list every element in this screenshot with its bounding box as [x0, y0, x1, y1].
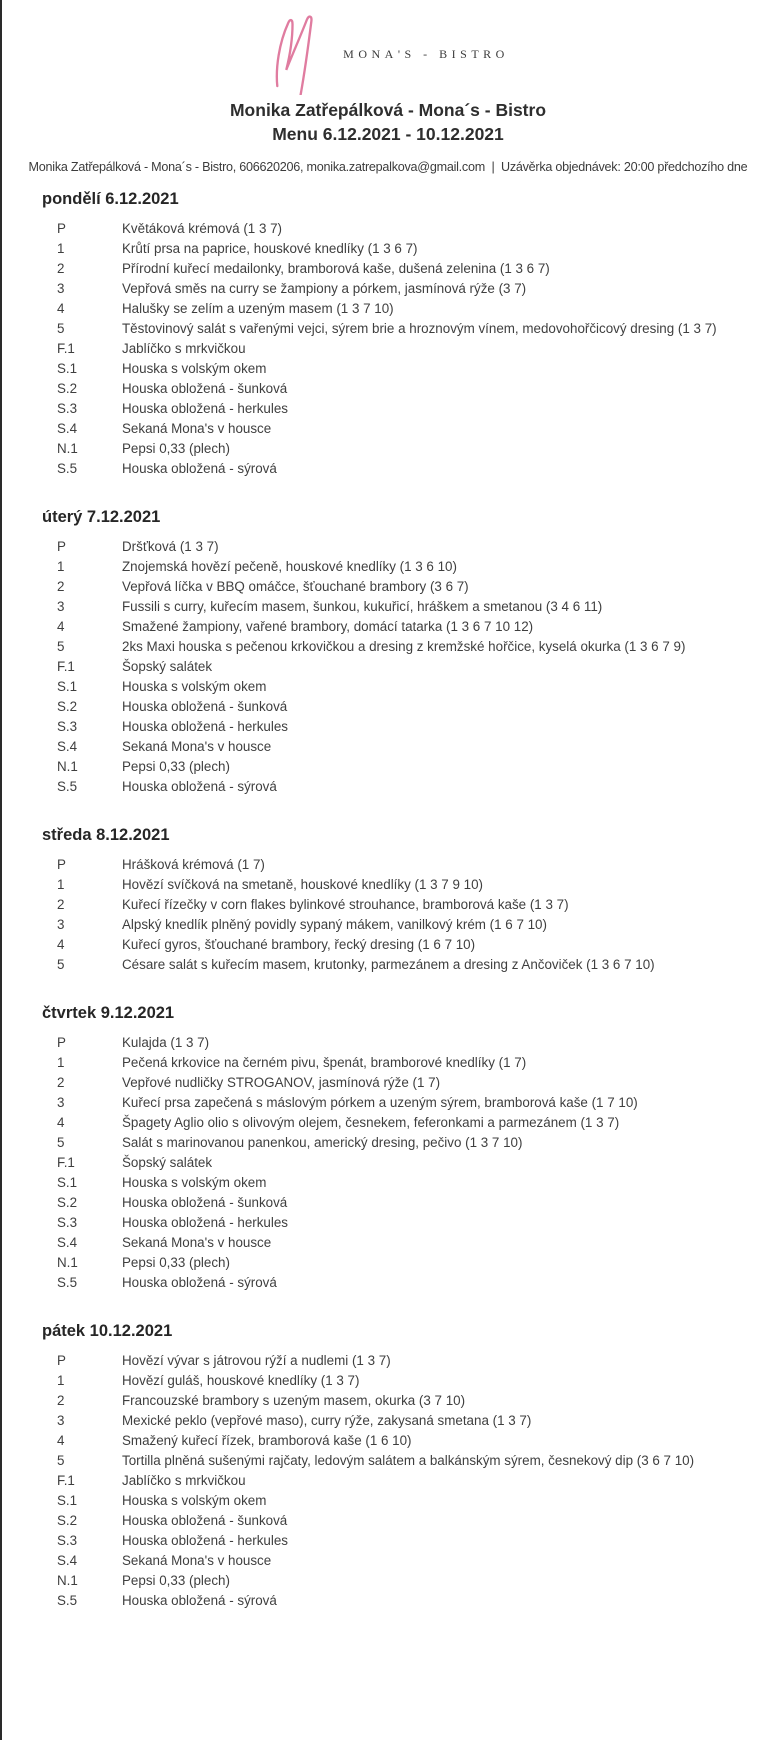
menu-item-code: S.5 [57, 1593, 78, 1608]
menu-item-row [42, 439, 774, 459]
menu-item-row [42, 717, 774, 737]
menu-item-name: Sekaná Mona's v housce [122, 739, 272, 754]
menu-item-code: 4 [57, 937, 65, 952]
menu-item-row [42, 1411, 774, 1431]
menu-item-name: Pepsi 0,33 (plech) [122, 441, 230, 456]
menu-item-name: Smažené žampiony, vařené brambory, domácí tatarka (1 3 6 7 10 12) [122, 619, 534, 634]
menu-item-code: F.1 [57, 1473, 75, 1488]
menu-item-code: P [57, 1035, 66, 1050]
menu-item-code: 5 [57, 639, 65, 654]
menu-item-row [42, 617, 774, 637]
menu-item-code: 1 [57, 877, 65, 892]
menu-item-name: Césare salát s kuřecím masem, krutonky, parmezánem a dresing z Ančoviček (1 3 6 7 10) [122, 957, 655, 972]
menu-item-code: F.1 [57, 659, 75, 674]
menu-item-code: S.1 [57, 361, 78, 376]
menu-page [2, 0, 774, 1611]
menu-item-name: Mexické peklo (vepřové maso), curry rýže, zakysaná smetana (1 3 7) [122, 1413, 532, 1428]
menu-item-row [42, 339, 774, 359]
menu-item-name: Houska obložená - herkules [122, 401, 288, 416]
menu-item-row [42, 757, 774, 777]
menu-item-name: Houska obložená - sýrová [122, 461, 277, 476]
contact-line: Monika Zatřepálková - Mona´s - Bistro, 606620206, monika.zatrepalkova@gmail.com | Uzávěrka objednávek: 20:00 předchozího dne [28, 160, 748, 174]
menu-item-name: Houska obložená - herkules [122, 719, 288, 734]
menu-item-row [42, 657, 774, 677]
menu-item-row [42, 1113, 774, 1133]
menu-item-code: 4 [57, 1115, 65, 1130]
menu-item-row [42, 537, 774, 557]
menu-item-row [42, 1053, 774, 1073]
menu-item-name: Houska obložená - šunková [122, 381, 288, 396]
menu-item-name: Houska obložená - herkules [122, 1215, 288, 1230]
day-rows [42, 219, 774, 479]
menu-item-code: 5 [57, 321, 65, 336]
menu-item-code: S.2 [57, 699, 78, 714]
menu-item-code: 3 [57, 281, 65, 296]
day-section [42, 1003, 774, 1293]
menu-item-code: 1 [57, 1373, 65, 1388]
menu-item-row [42, 1273, 774, 1293]
menu-item-name: Fussili s curry, kuřecím masem, šunkou, kukuřicí, hráškem a smetanou (3 4 6 11) [122, 599, 603, 614]
menu-item-name: Houska obložená - šunková [122, 699, 288, 714]
menu-item-code: S.1 [57, 1175, 78, 1190]
logo [2, 0, 774, 96]
menu-item-code: 5 [57, 1135, 65, 1150]
menu-date-range: Menu 6.12.2021 - 10.12.2021 [272, 124, 504, 144]
menu-item-code: 4 [57, 1433, 65, 1448]
menu-item-code: 3 [57, 599, 65, 614]
menu-item-name: Houska obložená - šunková [122, 1195, 288, 1210]
day-section [42, 1321, 774, 1611]
menu-item-name: Pepsi 0,33 (plech) [122, 1255, 230, 1270]
menu-item-name: Špagety Aglio olio s olivovým olejem, česnekem, feferonkami a parmezánem (1 3 7) [122, 1115, 620, 1130]
menu-item-row [42, 935, 774, 955]
menu-item-code: F.1 [57, 341, 75, 356]
day-title: pondělí 6.12.2021 [42, 190, 179, 208]
menu-item-name: Houska obložená - sýrová [122, 779, 277, 794]
menu-item-row [42, 359, 774, 379]
menu-item-name: Houska obložená - sýrová [122, 1593, 277, 1608]
menu-item-name: Hrášková krémová (1 7) [122, 857, 265, 872]
menu-item-name: Francouzské brambory s uzeným masem, okurka (3 7 10) [122, 1393, 466, 1408]
menu-item-row [42, 1173, 774, 1193]
menu-item-row [42, 895, 774, 915]
menu-item-name: Kulajda (1 3 7) [122, 1035, 210, 1050]
menu-item-row [42, 1073, 774, 1093]
menu-item-code: 3 [57, 1413, 65, 1428]
menu-item-name: Květáková krémová (1 3 7) [122, 221, 283, 236]
day-section [42, 189, 774, 479]
menu-item-name: Vepřové nudličky STROGANOV, jasmínová rýže (1 7) [122, 1075, 441, 1090]
menu-item-name: Hovězí vývar s játrovou rýží a nudlemi (1 3 7) [122, 1353, 391, 1368]
menu-item-row [42, 459, 774, 479]
menu-item-code: S.3 [57, 1533, 78, 1548]
menu-days [2, 189, 774, 1611]
title-block [2, 98, 774, 146]
menu-item-row [42, 299, 774, 319]
menu-item-code: S.2 [57, 381, 78, 396]
menu-item-code: S.4 [57, 1553, 78, 1568]
menu-item-name: Hovězí guláš, houskové knedlíky (1 3 7) [122, 1373, 360, 1388]
menu-item-code: S.2 [57, 1195, 78, 1210]
menu-item-row [42, 1093, 774, 1113]
menu-item-row [42, 379, 774, 399]
menu-item-row [42, 1233, 774, 1253]
menu-item-row [42, 1133, 774, 1153]
menu-item-code: N.1 [57, 1255, 78, 1270]
menu-item-code: S.4 [57, 739, 78, 754]
menu-item-code: N.1 [57, 1573, 78, 1588]
menu-item-code: N.1 [57, 441, 78, 456]
brand-text: MONA'S - BISTRO [343, 46, 509, 61]
menu-item-name: Vepřová směs na curry se žampiony a pórkem, jasmínová rýže (3 7) [122, 281, 527, 296]
menu-item-code: S.5 [57, 779, 78, 794]
menu-item-name: Houska obložená - sýrová [122, 1275, 277, 1290]
menu-item-row [42, 279, 774, 299]
menu-item-row [42, 1471, 774, 1491]
menu-item-name: Houska obložená - herkules [122, 1533, 288, 1548]
menu-item-name: Těstovinový salát s vařenými vejci, sýrem brie a hroznovým vínem, medovohořčicový dresing (1 3 7) [122, 321, 717, 336]
menu-item-name: Salát s marinovanou panenkou, americký dresing, pečivo (1 3 7 10) [122, 1135, 523, 1150]
menu-item-row [42, 1253, 774, 1273]
menu-item-row [42, 319, 774, 339]
menu-item-name: Pepsi 0,33 (plech) [122, 759, 230, 774]
menu-item-code: S.5 [57, 1275, 78, 1290]
menu-item-code: 4 [57, 301, 65, 316]
day-section [42, 825, 774, 975]
menu-item-name: Houska s volským okem [122, 1175, 267, 1190]
monas-monogram-icon [267, 9, 327, 95]
menu-item-code: S.3 [57, 719, 78, 734]
day-rows [42, 1033, 774, 1293]
menu-item-row [42, 577, 774, 597]
day-rows [42, 1351, 774, 1611]
menu-item-code: P [57, 221, 66, 236]
menu-item-code: P [57, 539, 66, 554]
menu-item-code: P [57, 1353, 66, 1368]
menu-item-name: Pečená krkovice na černém pivu, špenát, bramborové knedlíky (1 7) [122, 1055, 527, 1070]
menu-item-name: Vepřová líčka v BBQ omáčce, šťouchané brambory (3 6 7) [122, 579, 469, 594]
menu-item-code: 2 [57, 261, 65, 276]
menu-item-code: S.2 [57, 1513, 78, 1528]
menu-item-name: Houska s volským okem [122, 1493, 267, 1508]
menu-item-name: Tortilla plněná sušenými rajčaty, ledovým salátem a balkánským sýrem, česnekový dip (3 6 7 10) [122, 1453, 695, 1468]
menu-item-code: 1 [57, 559, 65, 574]
menu-item-row [42, 855, 774, 875]
menu-item-row [42, 1431, 774, 1451]
menu-item-code: 3 [57, 917, 65, 932]
day-title: středa 8.12.2021 [42, 826, 170, 844]
menu-item-name: Sekaná Mona's v housce [122, 1235, 272, 1250]
menu-item-code: P [57, 857, 66, 872]
day-rows [42, 855, 774, 975]
menu-item-name: Krůtí prsa na paprice, houskové knedlíky (1 3 6 7) [122, 241, 418, 256]
menu-item-row [42, 597, 774, 617]
menu-item-row [42, 875, 774, 895]
menu-item-code: 1 [57, 241, 65, 256]
menu-item-row [42, 1491, 774, 1511]
page-title: Monika Zatřepálková - Mona´s - Bistro [229, 100, 547, 120]
menu-item-name: 2ks Maxi houska s pečenou krkovičkou a dresing z kremžské hořčice, kyselá okurka (1 3 6 7 9) [122, 639, 686, 654]
menu-item-row [42, 915, 774, 935]
menu-item-name: Houska s volským okem [122, 361, 267, 376]
menu-item-name: Dršťková (1 3 7) [122, 539, 219, 554]
menu-item-row [42, 399, 774, 419]
menu-item-code: S.3 [57, 1215, 78, 1230]
menu-item-row [42, 1213, 774, 1233]
menu-item-row [42, 1371, 774, 1391]
menu-item-name: Znojemská hovězí pečeně, houskové knedlíky (1 3 6 10) [122, 559, 457, 574]
menu-item-row [42, 239, 774, 259]
menu-item-name: Alpský knedlík plněný povidly sypaný mákem, vanilkový krém (1 6 7 10) [122, 917, 547, 932]
menu-item-row [42, 777, 774, 797]
menu-item-row [42, 1551, 774, 1571]
menu-item-row [42, 1451, 774, 1471]
menu-item-name: Halušky se zelím a uzeným masem (1 3 7 10) [122, 301, 394, 316]
menu-item-code: S.4 [57, 1235, 78, 1250]
menu-item-name: Smažený kuřecí řízek, bramborová kaše (1 6 10) [122, 1433, 412, 1448]
menu-item-name: Jablíčko s mrkvičkou [122, 1473, 246, 1488]
menu-item-name: Kuřecí gyros, šťouchané brambory, řecký dresing (1 6 7 10) [122, 937, 476, 952]
menu-item-name: Sekaná Mona's v housce [122, 1553, 272, 1568]
menu-item-code: 2 [57, 897, 65, 912]
menu-item-code: S.1 [57, 679, 78, 694]
menu-item-name: Kuřecí prsa zapečená s máslovým pórkem a uzeným sýrem, bramborová kaše (1 7 10) [122, 1095, 638, 1110]
menu-item-row [42, 697, 774, 717]
day-title: úterý 7.12.2021 [42, 508, 161, 526]
menu-item-row [42, 1391, 774, 1411]
menu-item-code: 5 [57, 1453, 65, 1468]
menu-item-row [42, 677, 774, 697]
day-title: čtvrtek 9.12.2021 [42, 1004, 175, 1022]
menu-item-code: 2 [57, 1393, 65, 1408]
menu-item-row [42, 1531, 774, 1551]
menu-item-code: S.5 [57, 461, 78, 476]
menu-item-name: Houska s volským okem [122, 679, 267, 694]
menu-item-code: 5 [57, 957, 65, 972]
menu-item-name: Šopský salátek [122, 659, 213, 674]
menu-item-row [42, 557, 774, 577]
menu-item-code: N.1 [57, 759, 78, 774]
menu-item-name: Houska obložená - šunková [122, 1513, 288, 1528]
menu-item-code: 2 [57, 1075, 65, 1090]
menu-item-name: Jablíčko s mrkvičkou [122, 341, 246, 356]
menu-item-row [42, 1033, 774, 1053]
menu-item-row [42, 637, 774, 657]
menu-item-row [42, 737, 774, 757]
menu-item-name: Sekaná Mona's v housce [122, 421, 272, 436]
menu-item-row [42, 955, 774, 975]
day-rows [42, 537, 774, 797]
menu-item-code: S.3 [57, 401, 78, 416]
menu-item-row [42, 1511, 774, 1531]
menu-item-code: S.1 [57, 1493, 78, 1508]
menu-item-row [42, 1591, 774, 1611]
menu-item-name: Pepsi 0,33 (plech) [122, 1573, 230, 1588]
menu-item-code: S.4 [57, 421, 78, 436]
menu-item-code: 2 [57, 579, 65, 594]
menu-item-row [42, 1571, 774, 1591]
menu-item-name: Přírodní kuřecí medailonky, bramborová kaše, dušená zelenina (1 3 6 7) [122, 261, 550, 276]
menu-item-row [42, 1193, 774, 1213]
menu-item-code: 1 [57, 1055, 65, 1070]
menu-item-row [42, 1153, 774, 1173]
menu-item-row [42, 259, 774, 279]
menu-item-code: F.1 [57, 1155, 75, 1170]
menu-item-name: Šopský salátek [122, 1155, 213, 1170]
menu-item-name: Kuřecí řízečky v corn flakes bylinkové strouhance, bramborová kaše (1 3 7) [122, 897, 569, 912]
menu-item-name: Hovězí svíčková na smetaně, houskové knedlíky (1 3 7 9 10) [122, 877, 483, 892]
menu-item-row [42, 419, 774, 439]
menu-item-row [42, 219, 774, 239]
day-title: pátek 10.12.2021 [42, 1322, 173, 1340]
menu-item-code: 3 [57, 1095, 65, 1110]
day-section [42, 507, 774, 797]
menu-item-code: 4 [57, 619, 65, 634]
menu-item-row [42, 1351, 774, 1371]
